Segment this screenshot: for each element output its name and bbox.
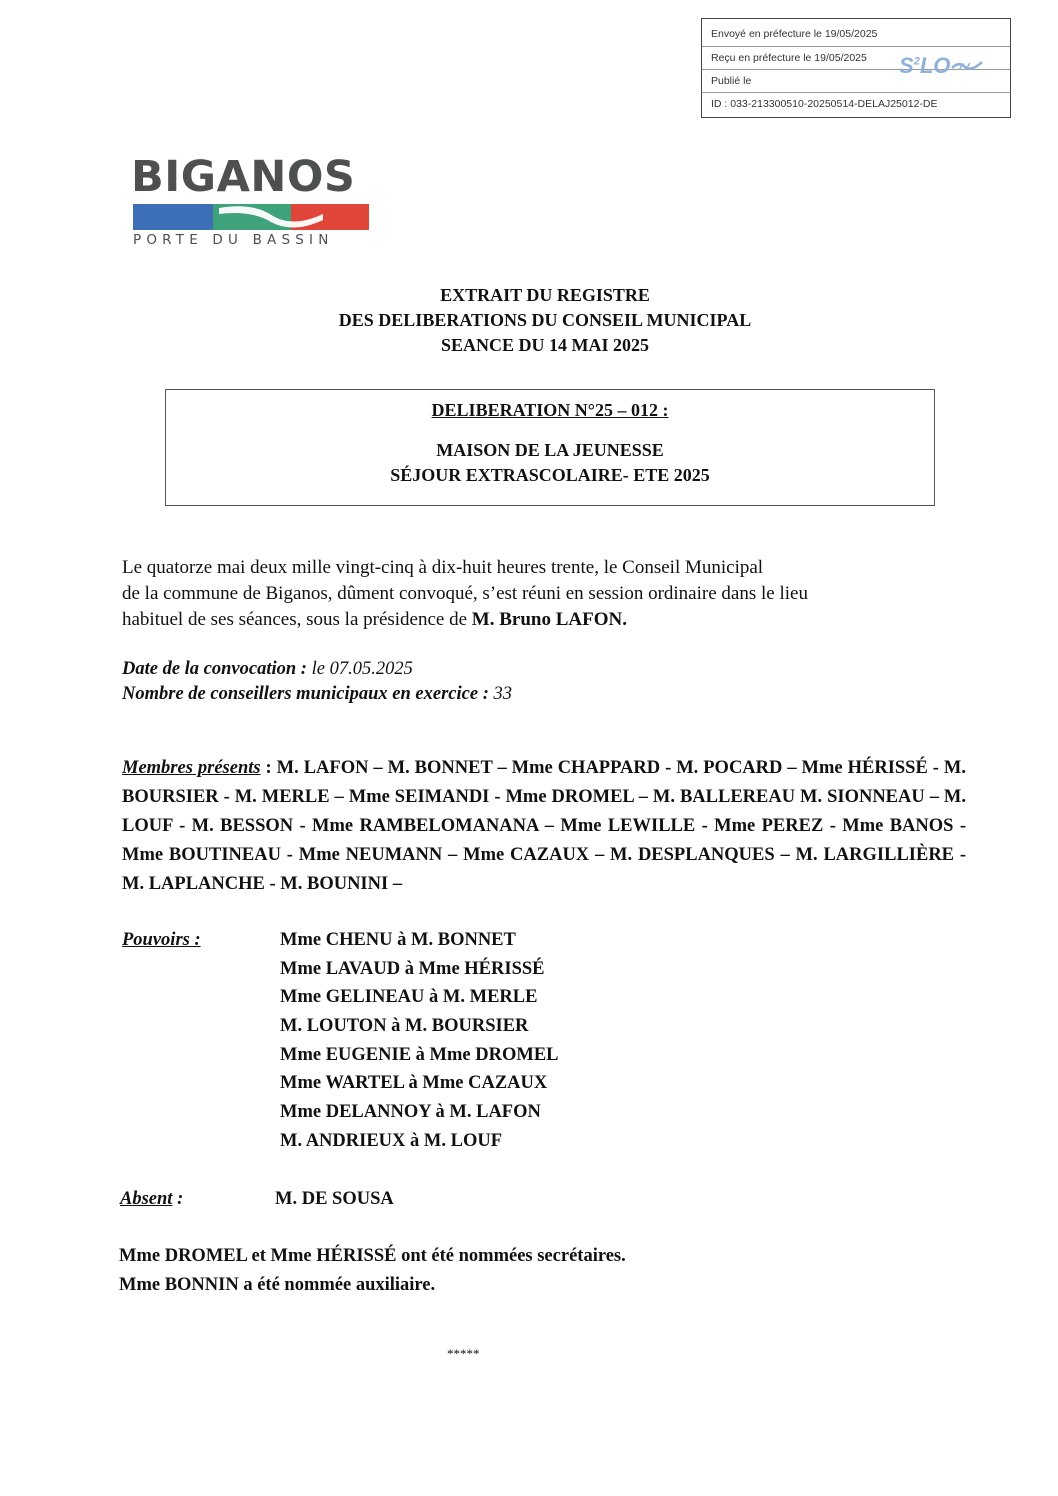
stamp-divider (702, 92, 1010, 93)
intro-line-3: habituel de ses séances, sous la présidence de M. Bruno LAFON. (122, 609, 627, 630)
intro-line-2: de la commune de Biganos, dûment convoqué, s’est réuni en session ordinaire dans le lieu (122, 583, 808, 604)
pouvoir-item: Mme EUGENIE à Mme DROMEL (280, 1045, 559, 1065)
logo-color-bands (133, 204, 369, 230)
members-present (122, 754, 966, 899)
stamp-recu: Reçu en préfecture le 19/05/2025 (711, 52, 867, 64)
intro-paragraph (122, 555, 934, 633)
prefecture-stamp (701, 18, 1011, 118)
deliberation-number: DELIBERATION N°25 – 012 : (431, 400, 669, 420)
deliberation-box (165, 389, 935, 506)
pouvoir-item: M. LOUTON à M. BOURSIER (280, 1016, 529, 1036)
deliberation-title-2: SÉJOUR EXTRASCOLAIRE- ETE 2025 (390, 465, 710, 485)
logo-tagline: PORTE DU BASSIN (133, 232, 334, 248)
absent-name: M. DE SOUSA (275, 1189, 394, 1209)
president-name: M. Bruno LAFON. (471, 609, 627, 630)
convocation-date: Date de la convocation : le 07.05.2025 (122, 659, 413, 679)
pouvoirs-label: Pouvoirs : (122, 930, 201, 950)
secretaires-note: Mme DROMEL et Mme HÉRISSÉ ont été nommées secrétaires. (119, 1246, 626, 1266)
pouvoir-item: Mme WARTEL à Mme CAZAUX (280, 1073, 548, 1093)
logo-wordmark: BIGANOS (131, 152, 356, 202)
members-label: Membres présents (122, 758, 261, 778)
stamp-envoye: Envoyé en préfecture le 19/05/2025 (711, 28, 878, 40)
pouvoir-item: M. ANDRIEUX à M. LOUF (280, 1131, 502, 1151)
deliberation-title-1: MAISON DE LA JEUNESSE (436, 440, 664, 460)
stamp-publie: Publié le (711, 75, 752, 87)
auxiliaire-note: Mme BONNIN a été nommée auxiliaire. (119, 1275, 436, 1295)
separator-stars: ***** (447, 1346, 480, 1361)
header-line-1: EXTRAIT DU REGISTRE (440, 285, 650, 305)
absent-label: Absent (120, 1189, 173, 1209)
s2low-logo: $S^2LO$ (899, 53, 983, 79)
pouvoir-item: Mme GELINEAU à M. MERLE (280, 987, 538, 1007)
biganos-logo (131, 150, 371, 250)
header-line-2: DES DELIBERATIONS DU CONSEIL MUNICIPAL (338, 310, 752, 330)
pouvoir-item: Mme DELANNOY à M. LAFON (280, 1102, 541, 1122)
pouvoir-item: Mme LAVAUD à Mme HÉRISSÉ (280, 959, 545, 979)
intro-line-1: Le quatorze mai deux mille vingt-cinq à dix-huit heures trente, le Conseil Municipal (122, 557, 764, 578)
stamp-id: ID : 033-213300510-20250514-DELAJ25012-DE (711, 98, 938, 110)
stamp-divider (702, 46, 1010, 47)
header-line-3: SEANCE DU 14 MAI 2025 (440, 335, 649, 355)
pouvoir-item: Mme CHENU à M. BONNET (280, 930, 516, 950)
absent-label-row: Absent : (120, 1189, 184, 1209)
members-list: : M. LAFON – M. BONNET – Mme CHAPPARD - M. POCARD – Mme HÉRISSÉ - M. BOURSIER - M. MERLE – Mme SEIMANDI - Mme DROMEL – M. BALLEREAU M. SIONNEAU – M. LOUF - M. BESSON - Mme RAMBELOMANANA – Mme LEWILLE - Mme PEREZ - Mme BANOS - Mme BOUTINEAU - Mme NEUMANN – Mme CAZAUX – M. DESPLANQUES – M. LARGILLIÈRE - M. LAPLANCHE - M. BOUNINI – (122, 758, 966, 894)
conseillers-count: Nombre de conseillers municipaux en exercice : 33 (122, 684, 512, 704)
s2low-swoosh-icon (951, 59, 983, 73)
